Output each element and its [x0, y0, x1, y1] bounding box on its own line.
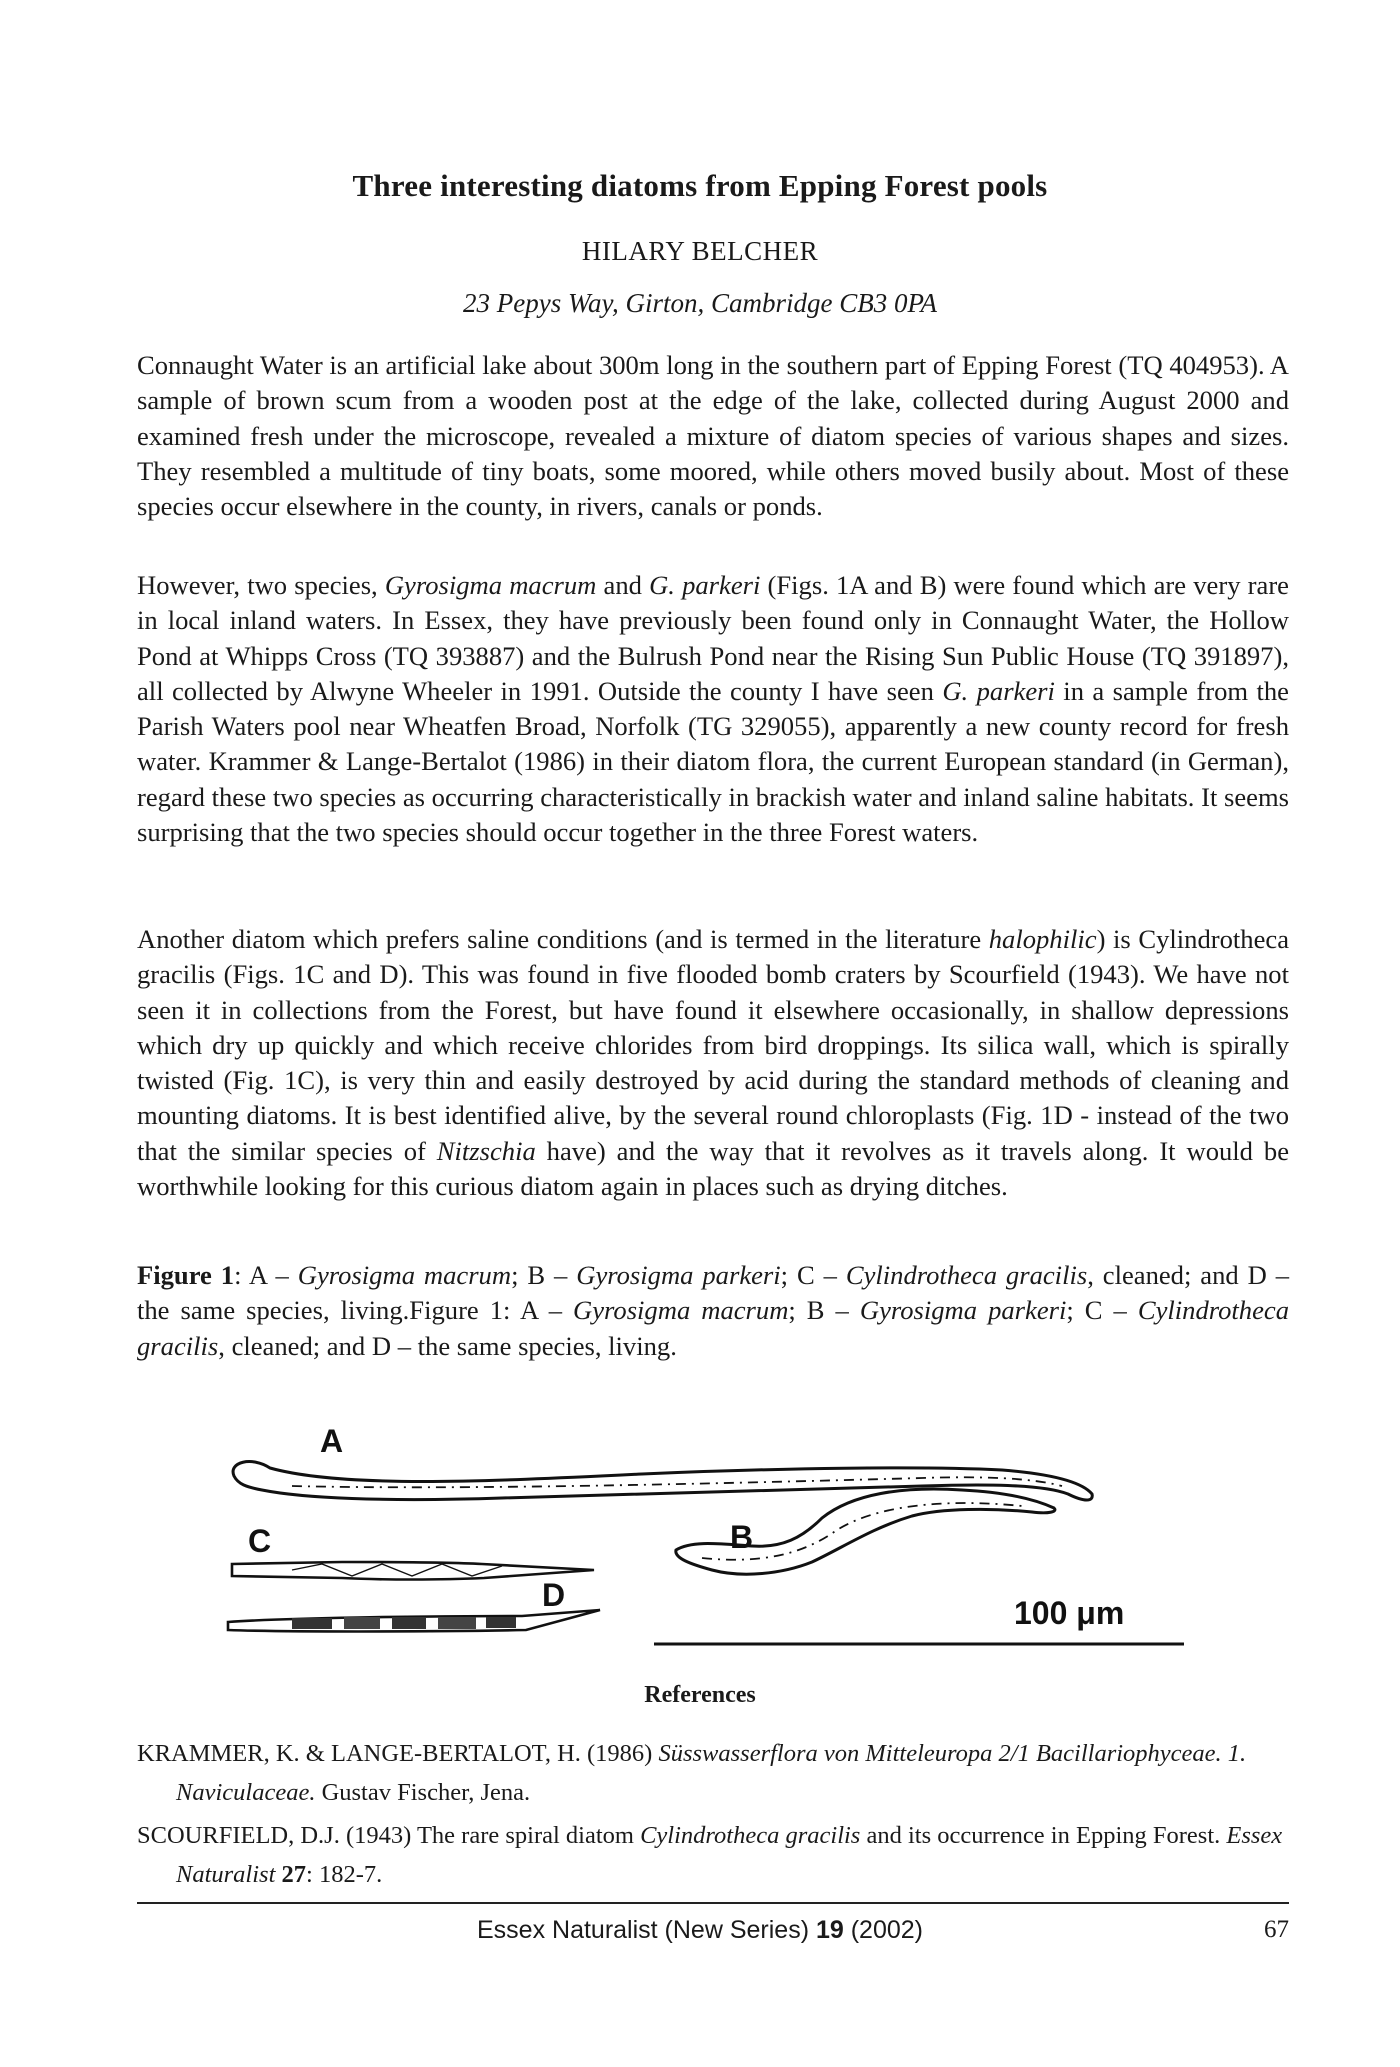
references-heading: References	[644, 1682, 756, 1708]
author-name: HILARY BELCHER	[581, 236, 819, 266]
article-title: Three interesting diatoms from Epping Forest pools	[352, 168, 1048, 203]
ref-text: and its occurrence in Epping Forest.	[860, 1822, 1227, 1849]
caption-text: : A –	[234, 1260, 298, 1290]
species-name: G. parkeri	[649, 570, 761, 600]
figure-caption	[137, 1258, 1289, 1364]
p3-text: Another diatom which prefers saline conditions (and is termed in the literature	[137, 924, 989, 954]
figure-label-b: B	[730, 1519, 754, 1555]
ref-text: : 182-7.	[306, 1861, 383, 1888]
paragraph-2	[137, 568, 1289, 850]
diatom-figure	[222, 1398, 1202, 1660]
journal-name: Essex Naturalist (New Series)	[476, 1916, 816, 1944]
reference-krammer	[137, 1734, 1328, 1812]
paragraph-1: Connaught Water is an artificial lake about 300m long in the southern part of Epping Forest (TQ 404953). A sample of brown scum from a wooden post at the edge of the lake, collected during August 2000 and examined fresh under the microscope, revealed a mixture of diatom species of various shapes and sizes. They resembled a multitude of tiny boats, some moored, while others moved busily about. Most of these species occur elsewhere in the county, in rivers, canals or ponds.	[137, 350, 1289, 522]
diatom-drawing	[222, 1398, 1202, 1660]
ref-text: KRAMMER, K. & LANGE-BERTALOT, H. (1986)	[137, 1740, 659, 1767]
caption-text: ; B –	[788, 1295, 860, 1326]
ref-journal: Essex Naturalist	[176, 1822, 1283, 1888]
caption-species: Gyrosigma parkeri	[576, 1260, 781, 1290]
ref-title: Süsswasserflora von Mitteleuropa 2/1 Bacillariophyceae. 1. Naviculaceae.	[176, 1740, 1247, 1806]
caption-label: Figure 1	[137, 1260, 235, 1290]
species-name: Gyrosigma macrum	[384, 570, 597, 600]
caption-species: Cylindrotheca gracilis	[137, 1295, 1289, 1361]
caption-text: , cleaned; and D – the same species, living.Figure 1: A –	[137, 1260, 1290, 1326]
p2-text: and	[596, 570, 650, 600]
caption-species: Cylindrotheca gracilis	[845, 1260, 1088, 1290]
figure-label-c: C	[248, 1523, 272, 1559]
genus-name: Nitzschia	[436, 1135, 536, 1166]
figure-label-a: A	[320, 1423, 344, 1459]
ref-text: Gustav Fischer, Jena.	[315, 1779, 531, 1806]
author-address: 23 Pepys Way, Girton, Cambridge CB3 0PA	[463, 288, 937, 318]
paragraph-3	[137, 922, 1289, 1204]
diatom-a	[233, 1462, 1092, 1500]
ref-species: Cylindrotheca gracilis	[640, 1822, 861, 1849]
scale-bar-label: 100 μm	[1014, 1595, 1125, 1631]
caption-species: Gyrosigma parkeri	[859, 1295, 1067, 1326]
caption-text: ; C –	[1066, 1295, 1138, 1326]
journal-year: (2002)	[843, 1916, 923, 1944]
reference-scourfield	[137, 1816, 1328, 1894]
caption-text: ; C –	[780, 1260, 846, 1290]
term: halophilic	[988, 924, 1097, 954]
species-name: G. parkeri	[942, 675, 1055, 706]
caption-text: , cleaned; and D – the same species, living.	[218, 1330, 677, 1361]
diatom-c	[232, 1562, 594, 1580]
p3-text: ) is Cylindrotheca gracilis (Figs. 1C and D). This was found in five flooded bomb craters by Scourfield (1943). We have not seen it in collections from the Forest, but have found it elsewhere occasionally, in shallow depressions which dry up quickly and which receive chlorides from bird droppings. Its silica wall, which is spirally twisted (Fig. 1C), is very thin and easily destroyed by acid during the standard methods of cleaning and mounting diatoms. It is best identified alive, by the several round chloroplasts (Fig. 1D - instead of the two that the similar species of	[137, 924, 1290, 1166]
diatom-d	[228, 1610, 600, 1632]
caption-species: Gyrosigma macrum	[573, 1295, 789, 1326]
p2-text: in a sample from the Parish Waters pool near Wheatfen Broad, Norfolk (TG 329055), apparently a new county record for fresh water. Krammer & Lange-Bertalot (1986) in their diatom flora, the current European standard (in German), regard these two species as occurring characteristically in brackish water and inland saline habitats. It seems surprising that the two species should occur together in the three Forest waters.	[137, 675, 1289, 848]
ref-volume: 27	[275, 1861, 307, 1888]
figure-label-d: D	[542, 1577, 566, 1613]
p2-text: However, two species,	[137, 570, 385, 600]
ref-text: SCOURFIELD, D.J. (1943) The rare spiral diatom	[137, 1822, 641, 1849]
journal-volume: 19	[815, 1916, 844, 1944]
caption-species: Gyrosigma macrum	[297, 1260, 512, 1290]
p2-text: (Figs. 1A and B) were found which are very rare in local inland waters. In Essex, they have previously been found only in Connaught Water, the Hollow Pond at Whipps Cross (TQ 393887) and the Bulrush Pond near the Rising Sun Public House (TQ 391897), all collected by Alwyne Wheeler in 1991. Outside the county I have seen	[137, 570, 1289, 706]
page-number: 67	[1264, 1916, 1289, 1943]
caption-text: ; B –	[511, 1260, 577, 1290]
footer-journal	[0, 1916, 1400, 1945]
p3-text: have) and the way that it revolves as it travels along. It would be worthwhile looking for this curious diatom again in places such as drying ditches.	[137, 1135, 1289, 1202]
footer-divider	[137, 1902, 1289, 1904]
